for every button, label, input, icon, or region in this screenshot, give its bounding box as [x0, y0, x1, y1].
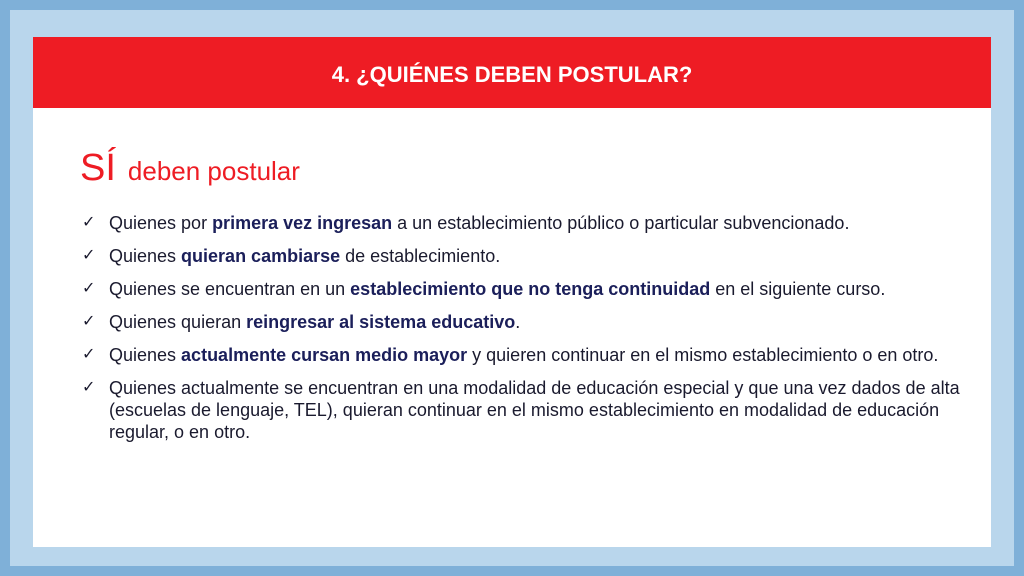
- bullet-list: [77, 212, 997, 454]
- title-banner: [33, 37, 991, 108]
- bullet-text: Quienes actualmente se encuentran en una modalidad de educación especial y que una vez dados de alta (escuelas de lenguaje, TEL), quieran continuar en el mismo establecimiento en modalidad de educación regular, o en otro.: [109, 378, 960, 442]
- bullet-item: [77, 344, 997, 366]
- checkmark-icon: ✓: [82, 379, 96, 396]
- bullet-text: a un establecimiento público o particular subvencionado.: [392, 213, 850, 233]
- bullet-bold-text: quieran cambiarse: [181, 246, 341, 266]
- bullet-text: Quienes se encuentran en un: [109, 279, 351, 299]
- bullet-bold-text: primera vez ingresan: [212, 213, 393, 233]
- bullet-item: [77, 311, 997, 333]
- bullet-bold-text: actualmente cursan medio mayor: [181, 345, 468, 365]
- bullet-text: y quieren continuar en el mismo establecimiento o en otro.: [467, 345, 939, 365]
- bullet-item: [77, 212, 997, 234]
- slide-content: [33, 37, 991, 547]
- bullet-item: [77, 245, 997, 267]
- bullet-text: en el siguiente curso.: [710, 279, 886, 299]
- checkmark-icon: ✓: [82, 280, 96, 297]
- bullet-text: .: [515, 312, 521, 332]
- subtitle-rest: deben postular: [127, 156, 300, 186]
- bullet-bold-text: establecimiento que no tenga continuidad: [350, 279, 711, 299]
- bullet-text: Quienes quieran: [109, 312, 247, 332]
- bullet-text: Quienes: [109, 246, 182, 266]
- bullet-bold-text: reingresar al sistema educativo: [246, 312, 516, 332]
- bullet-item: [77, 377, 997, 443]
- subtitle: [80, 147, 300, 190]
- checkmark-icon: ✓: [82, 247, 96, 264]
- bullet-item: [77, 278, 997, 300]
- checkmark-icon: ✓: [82, 346, 96, 363]
- checkmark-icon: ✓: [82, 313, 96, 330]
- bullet-text: de establecimiento.: [340, 246, 501, 266]
- checkmark-icon: ✓: [82, 214, 96, 231]
- slide-title: 4. ¿QUIÉNES DEBEN POSTULAR?: [331, 61, 693, 87]
- bullet-text: Quienes por: [109, 213, 213, 233]
- subtitle-emphasis: SÍ: [80, 147, 116, 189]
- bullet-text: Quienes: [109, 345, 182, 365]
